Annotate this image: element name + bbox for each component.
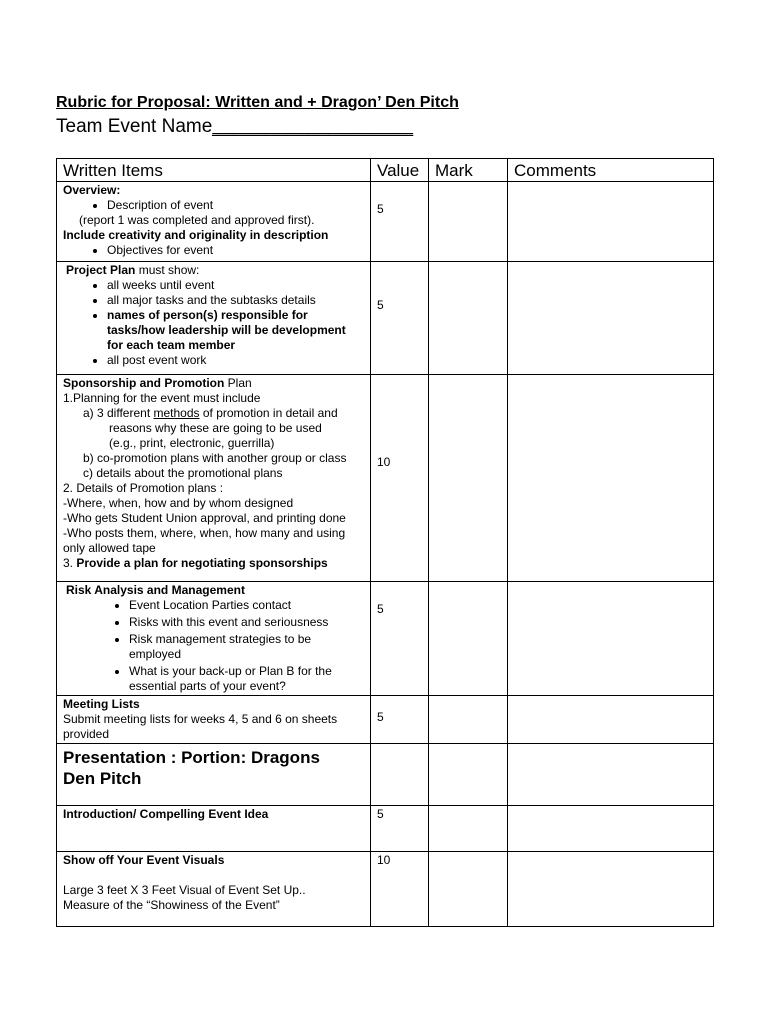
- sponsorship-line-6: c) details about the promotional plans: [83, 466, 283, 480]
- header-value: Value: [371, 159, 429, 182]
- team-event-blank: ___________________: [212, 116, 414, 137]
- header-mark: Mark: [429, 159, 508, 182]
- presentation-comments-cell[interactable]: [508, 744, 714, 806]
- rubric-table: [56, 158, 714, 927]
- header-comments: Comments: [508, 159, 714, 182]
- meeting-cell: [57, 696, 371, 744]
- overview-comments-cell[interactable]: [508, 182, 714, 262]
- row-presentation: [57, 744, 714, 806]
- sponsorship-line-7: 2. Details of Promotion plans :: [63, 481, 224, 495]
- team-event-label: Team Event Name: [56, 116, 213, 137]
- risk-mark-cell[interactable]: [429, 582, 508, 696]
- sponsorship-heading-line: [63, 376, 366, 391]
- sponsorship-line-8: -Where, when, how and by whom designed: [63, 496, 294, 510]
- sponsorship-value: 10: [371, 375, 429, 582]
- sponsorship-mark-cell[interactable]: [429, 375, 508, 582]
- header-written-items: Written Items: [57, 159, 371, 182]
- introduction-mark-cell[interactable]: [429, 806, 508, 852]
- risk-bullet-plan-b: • What is your back-up or Plan B for the essential parts of your event?: [129, 664, 356, 694]
- team-event-name: [56, 116, 413, 138]
- meeting-mark-cell[interactable]: [429, 696, 508, 744]
- meeting-text: Submit meeting lists for weeks 4, 5 and 6 on sheets provided: [63, 712, 338, 741]
- sponsorship-line-4: (e.g., print, electronic, guerrilla): [109, 436, 275, 450]
- sponsorship-line-2a: a) 3 different: [83, 406, 154, 420]
- meeting-comments-cell[interactable]: [508, 696, 714, 744]
- sponsorship-line-11a: 3.: [63, 556, 77, 570]
- sponsorship-line-11: [63, 556, 366, 571]
- introduction-value: 5: [371, 806, 429, 852]
- meeting-value: 5: [371, 696, 429, 744]
- project-mark-cell[interactable]: [429, 262, 508, 375]
- introduction-heading: Introduction/ Compelling Event Idea: [63, 807, 269, 821]
- project-heading-line: [63, 263, 366, 278]
- visuals-line-1: Large 3 feet X 3 Feet Visual of Event Set Up..: [63, 883, 306, 897]
- overview-cell: [57, 182, 371, 262]
- meeting-heading: Meeting Lists: [63, 697, 140, 711]
- project-heading-suffix: must show:: [135, 263, 200, 277]
- sponsorship-line-9: -Who gets Student Union approval, and printing done: [63, 511, 346, 525]
- sponsorship-line-2c: of promotion in detail and: [199, 406, 338, 420]
- visuals-line-2: Measure of the “Showiness of the Event”: [63, 898, 280, 912]
- sponsorship-heading-suffix: Plan: [224, 376, 252, 390]
- risk-comments-cell[interactable]: [508, 582, 714, 696]
- project-heading: Project Plan: [66, 263, 136, 277]
- row-sponsorship: [57, 375, 714, 582]
- row-visuals: [57, 852, 714, 927]
- row-introduction: [57, 806, 714, 852]
- sponsorship-line-10: -Who posts them, where, when, how many and using only allowed tape: [63, 526, 346, 555]
- overview-include: Include creativity and originality in description: [63, 228, 329, 242]
- row-project-plan: [57, 262, 714, 375]
- risk-bullet-location: • Event Location Parties contact: [129, 598, 356, 613]
- visuals-value: 10: [371, 852, 429, 927]
- sponsorship-line-3: reasons why these are going to be used: [109, 421, 322, 435]
- sponsorship-line-1: 1.Planning for the event must include: [63, 391, 261, 405]
- overview-mark-cell[interactable]: [429, 182, 508, 262]
- visuals-mark-cell[interactable]: [429, 852, 508, 927]
- sponsorship-comments-cell[interactable]: [508, 375, 714, 582]
- risk-cell: [57, 582, 371, 696]
- sponsorship-negotiate: Provide a plan for negotiating sponsorships: [76, 556, 328, 570]
- row-overview: [57, 182, 714, 262]
- visuals-heading: Show off Your Event Visuals: [63, 853, 225, 867]
- project-bullet-tasks: • all major tasks and the subtasks details: [107, 293, 366, 308]
- document-title: Rubric for Proposal: Written and + Dragon’ Den Pitch: [56, 94, 459, 111]
- sponsorship-line-2: [63, 406, 366, 421]
- presentation-value-cell: [371, 744, 429, 806]
- row-meeting: [57, 696, 714, 744]
- overview-note: (report 1 was completed and approved first).: [79, 213, 315, 227]
- overview-value: 5: [371, 182, 429, 262]
- introduction-comments-cell[interactable]: [508, 806, 714, 852]
- visuals-comments-cell[interactable]: [508, 852, 714, 927]
- sponsorship-heading: Sponsorship and Promotion: [63, 376, 225, 390]
- presentation-cell: [57, 744, 371, 806]
- risk-value: 5: [371, 582, 429, 696]
- overview-bullet-objectives: • Objectives for event: [107, 243, 366, 258]
- risk-bullet-strategies: • Risk management strategies to be employed: [129, 632, 356, 662]
- sponsorship-methods: methods: [153, 406, 200, 420]
- overview-heading: Overview:: [63, 183, 121, 197]
- table-header-row: [57, 159, 714, 182]
- introduction-cell: [57, 806, 371, 852]
- risk-bullet-risks: • Risks with this event and seriousness: [129, 615, 356, 630]
- overview-bullet-description: • Description of event: [107, 198, 366, 213]
- presentation-heading: Presentation : Portion: Dragons Den Pitch: [63, 748, 320, 788]
- project-value: 5: [371, 262, 429, 375]
- project-comments-cell[interactable]: [508, 262, 714, 375]
- risk-heading: Risk Analysis and Management: [66, 583, 245, 597]
- project-bullet-post-event: • all post event work: [107, 353, 366, 368]
- row-risk: [57, 582, 714, 696]
- visuals-cell: [57, 852, 371, 927]
- sponsorship-cell: [57, 375, 371, 582]
- project-cell: [57, 262, 371, 375]
- project-bullet-persons: • names of person(s) responsible for tasks/how leadership will be development for each team member: [107, 308, 366, 353]
- presentation-mark-cell[interactable]: [429, 744, 508, 806]
- project-bullet-weeks: • all weeks until event: [107, 278, 366, 293]
- sponsorship-line-5: b) co-promotion plans with another group or class: [83, 451, 347, 465]
